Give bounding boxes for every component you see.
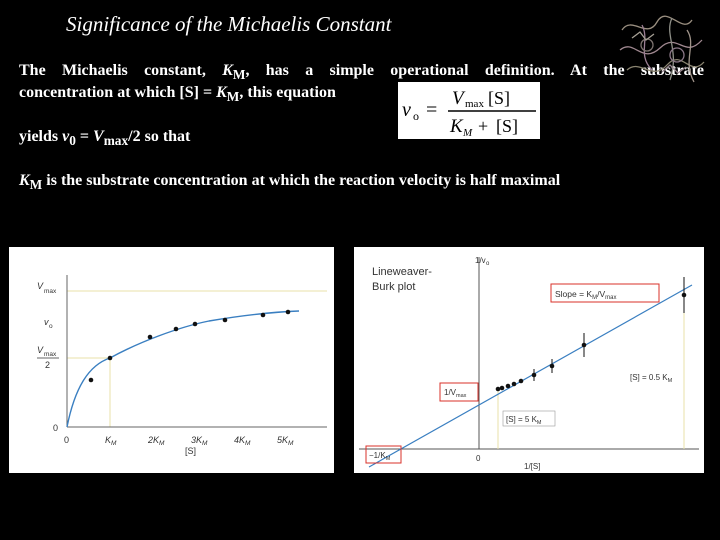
data-point bbox=[286, 310, 291, 315]
text-segment: yields bbox=[19, 128, 63, 145]
data-point bbox=[223, 318, 228, 323]
x-origin-label: 0 bbox=[64, 435, 70, 445]
y-origin-label: 0 bbox=[53, 423, 59, 433]
michaelis-menten-equation bbox=[398, 82, 540, 139]
v-symbol: v bbox=[62, 128, 70, 145]
vmax-subscript: max bbox=[103, 133, 129, 149]
text-segment: /2 so that bbox=[128, 128, 191, 145]
data-point bbox=[148, 335, 153, 340]
slide-title: Significance of the Michaelis Constant bbox=[66, 12, 392, 36]
km-subscript: M bbox=[232, 67, 246, 83]
data-point bbox=[550, 364, 555, 369]
paragraph-line-3 bbox=[19, 126, 704, 152]
text-segment: concentration at which [S] = bbox=[19, 84, 217, 101]
data-point bbox=[506, 384, 511, 389]
data-point bbox=[261, 313, 266, 318]
lineweaver-burk-plot bbox=[354, 247, 704, 473]
data-point bbox=[500, 386, 505, 391]
plot-title-line-1: Lineweaver- bbox=[372, 266, 432, 278]
eq-lhs-sub: o bbox=[413, 109, 419, 123]
x-intercept-label: $-1/K_M$ bbox=[369, 451, 391, 462]
y-axis-label-sub: o bbox=[486, 261, 490, 267]
data-point bbox=[519, 379, 524, 384]
x-tick-label: $5K_M$ bbox=[277, 435, 294, 447]
x-tick-label: $2K_M$ bbox=[148, 435, 165, 447]
text-segment: is the substrate concentration at which the reaction velocity is half maximal bbox=[42, 172, 561, 189]
vmax-symbol: V bbox=[93, 128, 104, 145]
y-label-v0: v bbox=[44, 317, 49, 327]
equals-sign: = bbox=[75, 128, 94, 145]
x-tick-label: $4K_M$ bbox=[234, 435, 251, 447]
x-tick-labels bbox=[105, 435, 294, 447]
s-high-annotation: [S] = 5 $K_M$ bbox=[506, 415, 542, 426]
saturation-curve bbox=[67, 311, 299, 427]
eq-equals: = bbox=[426, 99, 438, 121]
eq-den-k: K bbox=[450, 116, 463, 137]
y-label-vmax-sub: max bbox=[44, 288, 57, 295]
data-point bbox=[532, 373, 537, 378]
paragraph-line-2 bbox=[19, 82, 379, 108]
km-symbol: K bbox=[19, 172, 30, 189]
km-subscript: M bbox=[29, 177, 43, 193]
eq-lhs: v bbox=[402, 99, 411, 121]
eq-num-sub: max bbox=[465, 98, 484, 110]
y-label-half-vmax: V bbox=[37, 345, 44, 355]
data-point bbox=[174, 327, 179, 332]
michaelis-menten-plot bbox=[9, 247, 334, 473]
text-segment: The Michaelis constant, bbox=[19, 62, 223, 79]
x-axis-label: 1/[S] bbox=[524, 462, 541, 471]
text-segment: , this equation bbox=[239, 84, 336, 101]
km-symbol: K bbox=[222, 62, 233, 79]
km-subscript: M bbox=[226, 89, 240, 105]
x-tick-label: $3K_M$ bbox=[191, 435, 208, 447]
km-symbol: K bbox=[216, 84, 227, 101]
data-point bbox=[582, 343, 587, 348]
plot-title-line-2: Burk plot bbox=[372, 281, 416, 293]
data-point bbox=[512, 382, 517, 387]
y-label-vmax: V bbox=[37, 281, 44, 291]
x-tick-label: $K_M$ bbox=[105, 435, 117, 447]
slope-label: Slope = $K_M/V_{max}$ bbox=[555, 289, 617, 301]
y-label-v0-sub: o bbox=[49, 323, 53, 330]
eq-den-s: [S] bbox=[496, 116, 518, 136]
data-point bbox=[496, 387, 501, 392]
eq-num-v: V bbox=[452, 88, 464, 109]
x-axis-label: [S] bbox=[185, 446, 197, 456]
data-point bbox=[108, 356, 113, 361]
y-axis-label: 1/v bbox=[475, 256, 486, 265]
data-point bbox=[89, 378, 94, 383]
data-point bbox=[682, 293, 687, 298]
protein-structure-logo bbox=[612, 10, 712, 92]
eq-den-sub: M bbox=[463, 127, 473, 139]
v-subscript: 0 bbox=[69, 133, 76, 149]
eq-den-plus: + bbox=[478, 116, 489, 136]
y-intercept-label: $1/V_{max}$ bbox=[444, 388, 467, 399]
s-low-annotation: [S] = 0.5 $K_M$ bbox=[630, 373, 673, 384]
origin-label: 0 bbox=[476, 454, 481, 463]
y-label-half-sub: max bbox=[44, 351, 57, 358]
data-point bbox=[193, 322, 198, 327]
eq-num-s: [S] bbox=[488, 88, 510, 108]
paragraph-line-4 bbox=[19, 170, 704, 196]
y-label-half-den: 2 bbox=[45, 360, 51, 370]
text-segment: , has a simple operational definition. At the substrate bbox=[245, 62, 705, 79]
